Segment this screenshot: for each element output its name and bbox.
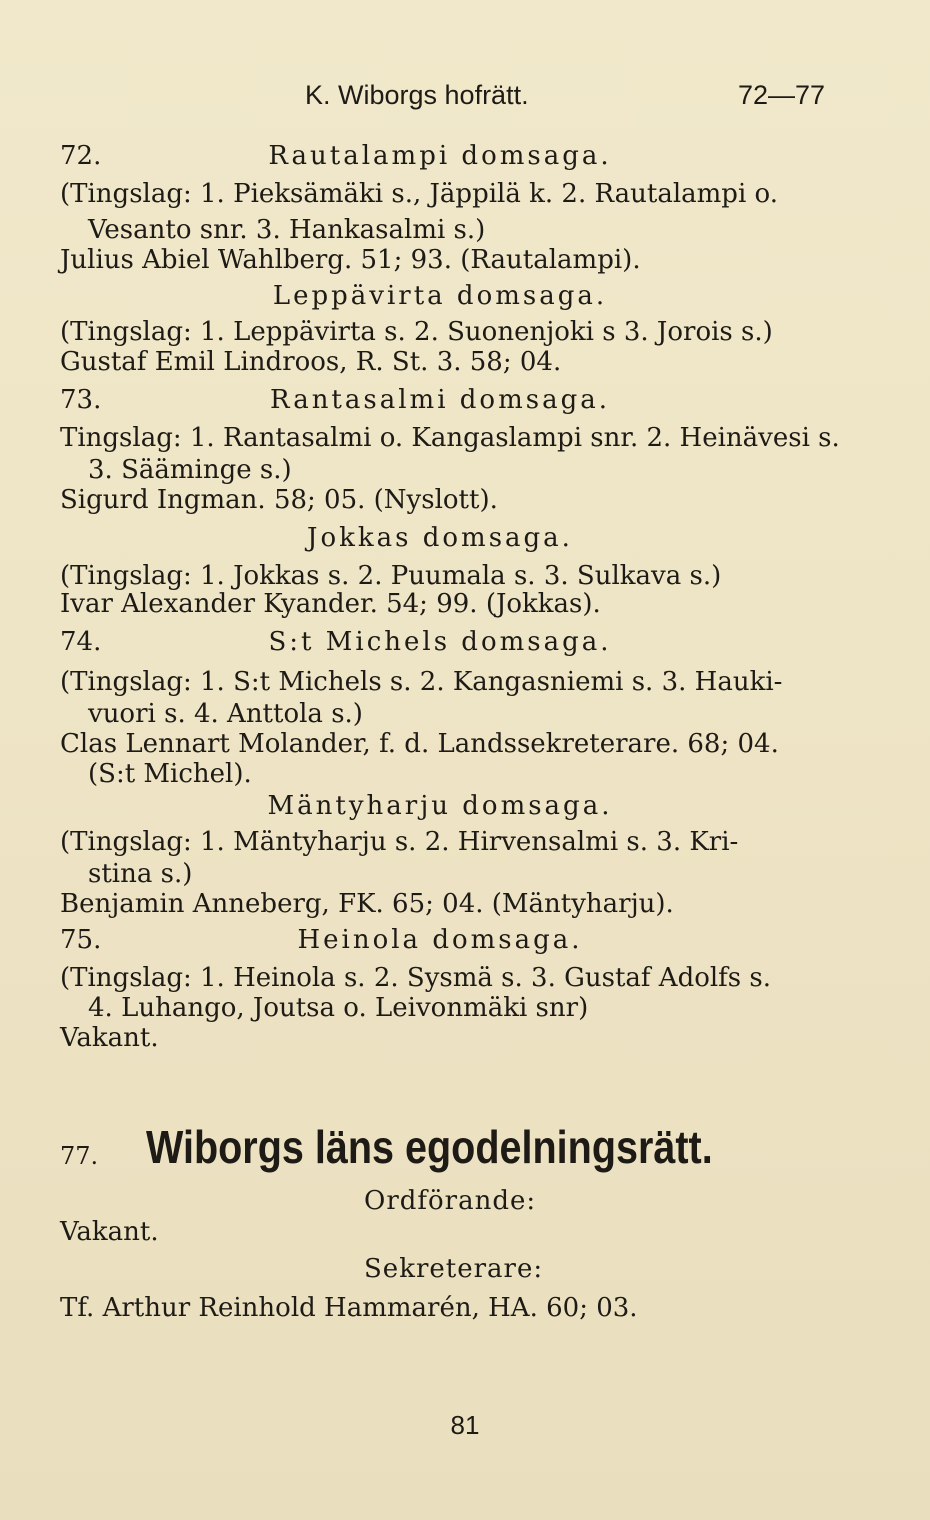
section-77-heading xyxy=(60,1120,870,1190)
heading-line xyxy=(60,518,870,558)
heading-line xyxy=(60,786,870,826)
text-line: Ivar Alexander Kyander. 54; 99. (Jokkas). xyxy=(60,589,601,619)
entry-number: 73. xyxy=(60,385,102,415)
text-line: (S:t Michel). xyxy=(88,759,252,789)
domsaga-heading: Rantasalmi domsaga. xyxy=(270,385,610,415)
domsaga-heading: Leppävirta domsaga. xyxy=(272,281,608,311)
entry-73-heading-line xyxy=(60,380,870,420)
text-line: (Tingslag: 1. Jokkas s. 2. Puumala s. 3. Sulkava s.) xyxy=(60,561,722,591)
text-line: Tingslag: 1. Rantasalmi o. Kangaslampi snr. 2. Heinävesi s. xyxy=(60,423,840,453)
secretary-value: Tf. Arthur Reinhold Hammarén, HA. 60; 03. xyxy=(60,1293,638,1323)
text-line: vuori s. 4. Anttola s.) xyxy=(88,699,363,729)
text-line: 3. Sääminge s.) xyxy=(88,455,292,485)
section-title: Wiborgs läns egodelningsrätt. xyxy=(146,1121,713,1173)
entry-number: 74. xyxy=(60,627,102,657)
text-line: Clas Lennart Molander, f. d. Landssekreterare. 68; 04. xyxy=(60,729,779,759)
entry-number: 72. xyxy=(60,141,102,171)
text-line: Julius Abiel Wahlberg. 51; 93. (Rautalampi). xyxy=(60,245,641,275)
text-line: (Tingslag: 1. S:t Michels s. 2. Kangasniemi s. 3. Hauki- xyxy=(60,667,783,697)
text-line: Vakant. xyxy=(60,1023,159,1053)
entry-72-heading-line xyxy=(60,136,870,176)
secretary-label: Sekreterare: xyxy=(364,1254,544,1284)
text-line: (Tingslag: 1. Mäntyharju s. 2. Hirvensalmi s. 3. Kri- xyxy=(60,827,739,857)
section-number: 77. xyxy=(60,1142,99,1170)
text-line: (Tingslag: 1. Leppävirta s. 2. Suonenjoki s 3. Jorois s.) xyxy=(60,317,773,347)
domsaga-heading: Heinola domsaga. xyxy=(297,925,583,955)
chair-value: Vakant. xyxy=(60,1217,159,1247)
page-number: 81 xyxy=(450,1410,480,1440)
domsaga-heading: Jokkas domsaga. xyxy=(307,523,573,553)
domsaga-heading: Mäntyharju domsaga. xyxy=(267,791,613,821)
text-line: stina s.) xyxy=(88,859,193,889)
domsaga-heading: S:t Michels domsaga. xyxy=(268,627,612,657)
text-line: Sigurd Ingman. 58; 05. (Nyslott). xyxy=(60,485,498,515)
header-range: 72—77 xyxy=(738,80,826,110)
text-line: (Tingslag: 1. Heinola s. 2. Sysmä s. 3. Gustaf Adolfs s. xyxy=(60,963,772,993)
header-title: K. Wiborgs hofrätt. xyxy=(305,80,529,110)
heading-line xyxy=(60,276,870,316)
text-line: Vesanto snr. 3. Hankasalmi s.) xyxy=(88,215,486,245)
entry-75-heading-line xyxy=(60,920,870,960)
domsaga-heading: Rautalampi domsaga. xyxy=(268,141,612,171)
entry-74-heading-line xyxy=(60,622,870,662)
running-header xyxy=(0,80,930,120)
text-line: (Tingslag: 1. Pieksämäki s., Jäppilä k. 2. Rautalampi o. xyxy=(60,179,778,209)
entry-number: 75. xyxy=(60,925,102,955)
text-line: Gustaf Emil Lindroos, R. St. 3. 58; 04. xyxy=(60,347,562,377)
chair-label: Ordförande: xyxy=(364,1186,537,1216)
text-line: 4. Luhango, Joutsa o. Leivonmäki snr) xyxy=(88,993,589,1023)
text-line: Benjamin Anneberg, FK. 65; 04. (Mäntyharju). xyxy=(60,889,674,919)
